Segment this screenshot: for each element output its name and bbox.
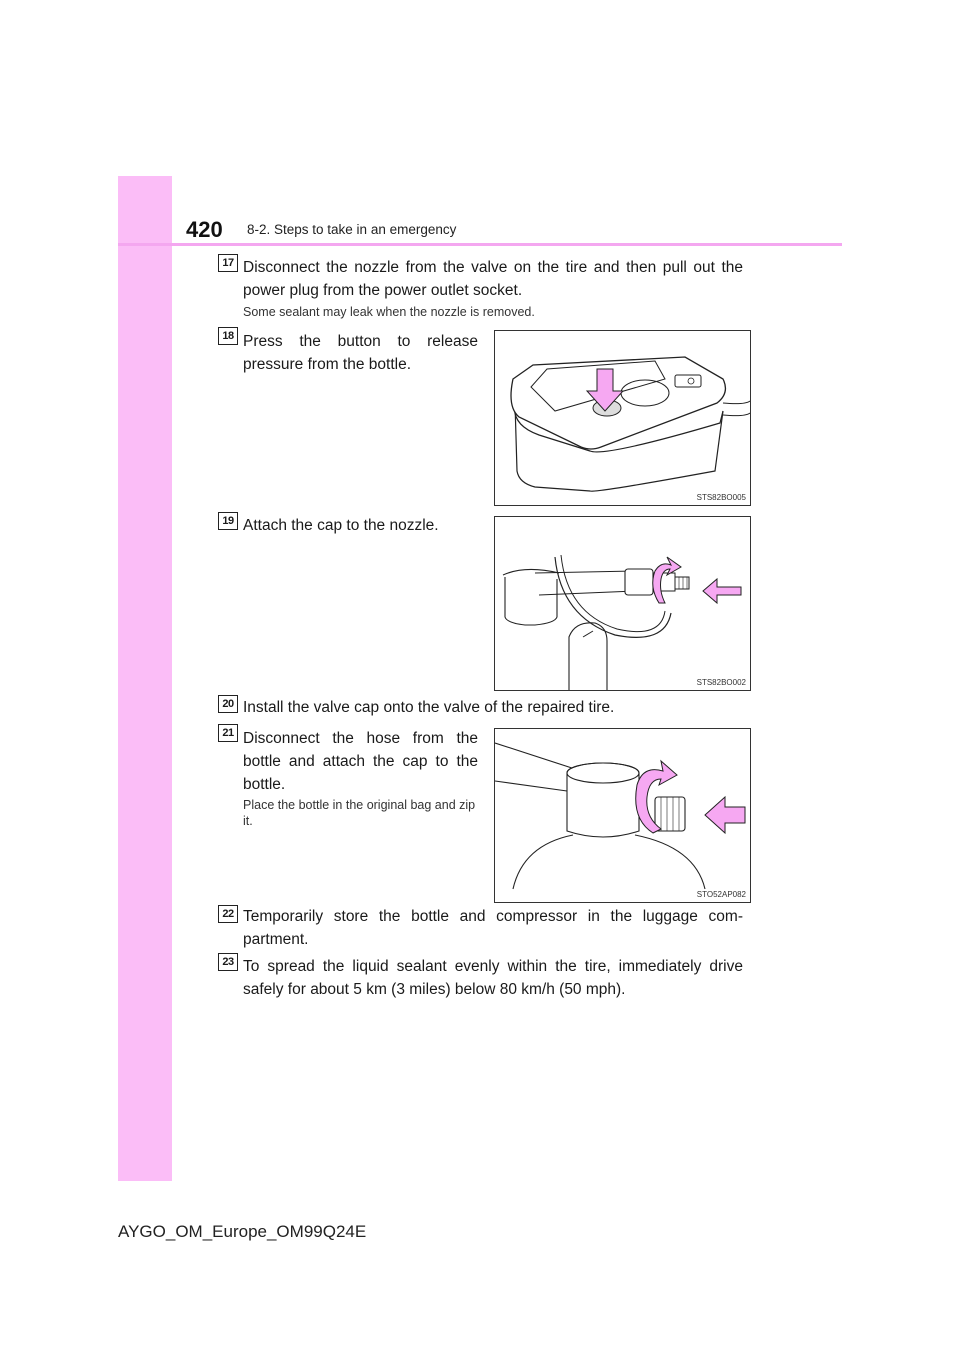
header-divider [118, 243, 842, 246]
step-number-21: 21 [218, 724, 238, 742]
step-23-text: To spread the liquid sealant evenly within the tire, immediately drive safely for about 5 km (3 miles) below 80 km/h (50 mph). [243, 958, 743, 998]
sidebar-tab [118, 176, 172, 1181]
bottle-cap-illustration [495, 729, 750, 902]
figure-code: STS82BO002 [696, 678, 746, 687]
compressor-illustration [495, 331, 750, 505]
step-number-22: 22 [218, 905, 238, 923]
figure-compressor-button [494, 330, 751, 506]
step-21-text: Disconnect the hose from the bottle and attach the cap to the bottle. [243, 730, 478, 793]
nozzle-cap-illustration [495, 517, 750, 690]
step-number-19: 19 [218, 512, 238, 530]
step-17-note: Some sealant may leak when the nozzle is removed. [243, 305, 535, 319]
page-number: 420 [186, 217, 223, 242]
step-20-text: Install the valve cap onto the valve of the repaired tire. [243, 699, 615, 716]
step-22-text: Temporarily store the bottle and compressor in the luggage com-partment. [243, 908, 743, 948]
step-number-18: 18 [218, 327, 238, 345]
footer-document-id: AYGO_OM_Europe_OM99Q24E [118, 1222, 367, 1241]
figure-nozzle-cap [494, 516, 751, 691]
step-17-text: Disconnect the nozzle from the valve on the tire and then pull out the power plug from the power outlet socket. [243, 259, 743, 299]
step-19-text: Attach the cap to the nozzle. [243, 517, 439, 534]
figure-code: STO52AP082 [696, 890, 746, 899]
figure-code: STS82BO005 [696, 493, 746, 502]
step-18-text: Press the button to release pressure from the bottle. [243, 333, 478, 373]
step-number-20: 20 [218, 695, 238, 713]
step-number-23: 23 [218, 953, 238, 971]
step-number-17: 17 [218, 254, 238, 272]
step-21-note: Place the bottle in the original bag and zip it. [243, 798, 476, 828]
figure-bottle-cap [494, 728, 751, 903]
section-title: 8-2. Steps to take in an emergency [247, 222, 457, 237]
